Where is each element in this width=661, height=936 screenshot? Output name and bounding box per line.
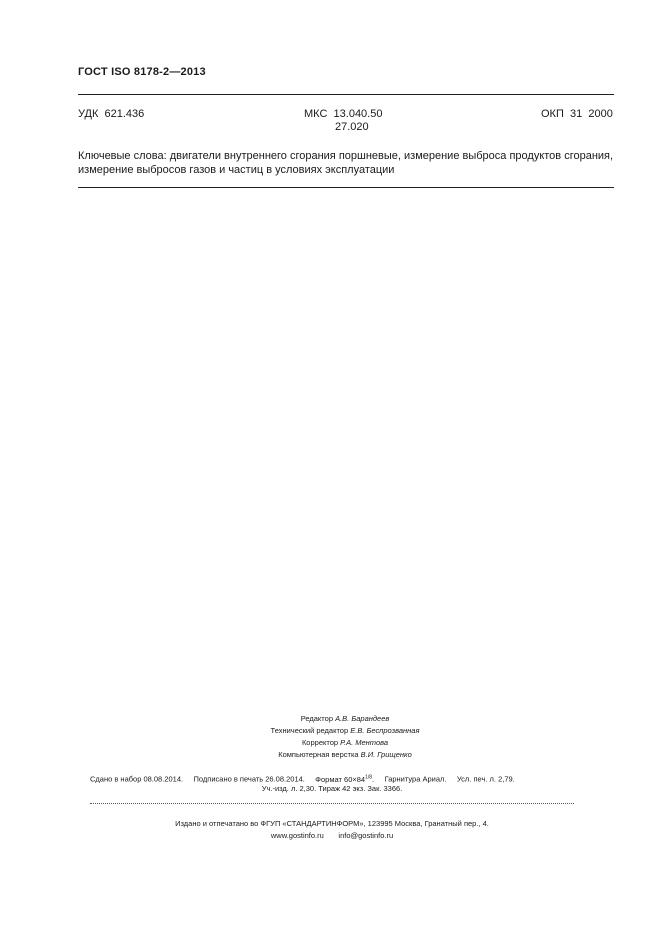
mks-code: [304, 108, 382, 121]
editor-label: Редактор: [300, 714, 333, 723]
corrector-name: Р.А. Ментова: [340, 738, 389, 747]
editor-name: А.В. Барандеев: [335, 714, 390, 723]
mks-value-1: 13.040.50: [333, 108, 383, 120]
credit-layout: [200, 749, 490, 761]
layout-label: Компьютерная верстка: [278, 750, 359, 759]
keywords-line-2: измерение выбросов газов и частиц в условиях эксплуатации: [78, 164, 395, 176]
print-info-line-2: Уч.-изд. л. 2,30. Тираж 42 экз. Зак. 3366.: [261, 784, 403, 793]
format-prefix: Формат 60×84: [315, 774, 366, 784]
credit-tech-editor: [200, 725, 490, 737]
corrector-label: Корректор: [301, 738, 339, 747]
tech-editor-name: Е.В. Беспрозванная: [350, 726, 420, 735]
okp-value: 31 2000: [570, 108, 613, 120]
publisher-block: [90, 818, 574, 842]
publisher-contacts: [90, 830, 574, 842]
tech-editor-label: Технический редактор: [270, 726, 349, 735]
credit-corrector: [200, 737, 490, 749]
okp-code: [541, 108, 613, 121]
credits-block: [200, 713, 490, 761]
imprint-divider: [90, 803, 574, 804]
standard-designation: ГОСТ ISO 8178-2—2013: [78, 66, 206, 78]
mks-value-2: 27.020: [335, 121, 369, 133]
format-fraction: 1/8: [365, 774, 373, 780]
mks-label: МКС: [304, 108, 328, 120]
publisher-email[interactable]: info@gostinfo.ru: [338, 831, 394, 840]
okp-label: ОКП: [541, 108, 564, 120]
udk-code: [78, 108, 144, 121]
credit-editor: [200, 713, 490, 725]
header-divider: [78, 94, 614, 95]
udk-label: УДК: [78, 108, 99, 120]
publisher-address: Издано и отпечатано во ФГУП «СТАНДАРТИНФОРМ», 123995 Москва, Гранатный пер., 4.: [175, 819, 489, 828]
typeface: Гарнитура Ариал.: [384, 774, 447, 784]
layout-name: В.И. Грищенко: [360, 750, 412, 759]
keywords-line-1: Ключевые слова: двигатели внутреннего сгорания поршневые, измерение выброса продуктов сгорания,: [78, 150, 614, 162]
submitted-date: Сдано в набор 08.08.2014.: [90, 774, 184, 784]
keywords-block: [78, 149, 618, 177]
publisher-website[interactable]: www.gostinfo.ru: [270, 831, 324, 840]
keywords-divider: [78, 187, 614, 188]
signed-date: Подписано в печать 26.08.2014.: [193, 774, 305, 784]
print-sheets: Усл. печ. л. 2,79.: [456, 774, 515, 784]
udk-value: 621.436: [104, 108, 145, 120]
format-suffix: .: [372, 774, 375, 784]
